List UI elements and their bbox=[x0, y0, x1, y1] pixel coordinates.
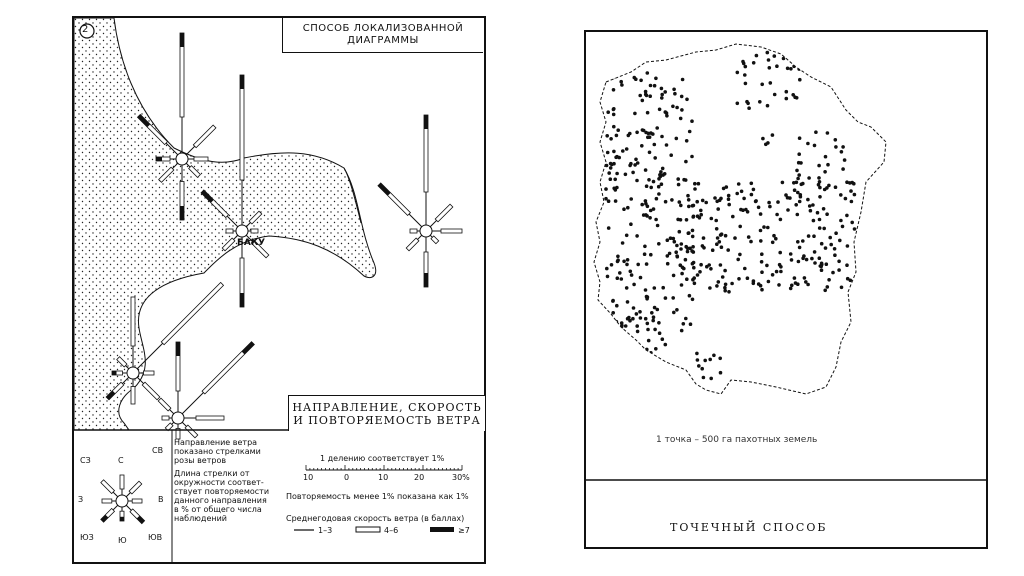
legend-text-line: ствует повторяемости bbox=[174, 487, 270, 496]
legend-text-line: розы ветров bbox=[174, 456, 227, 465]
compass-e: В bbox=[158, 495, 164, 504]
map-number: 2 bbox=[82, 24, 89, 35]
compass-s: Ю bbox=[118, 536, 127, 545]
scale-tick-label: 10 bbox=[303, 473, 314, 482]
compass-ne: СВ bbox=[152, 446, 164, 455]
legend-title bbox=[288, 395, 485, 431]
compass-sw: ЮЗ bbox=[80, 533, 94, 542]
legend-title-line2: И ПОВТОРЯЕМОСТЬ ВЕТРА bbox=[293, 414, 481, 427]
legend-text-line: показано стрелками bbox=[174, 447, 261, 456]
legend-description bbox=[174, 438, 284, 523]
legend-text-line: в % от общего числа bbox=[174, 505, 262, 514]
wind-rose-map-panel bbox=[72, 16, 486, 564]
speed-class-1: 1–3 bbox=[318, 526, 333, 535]
dot-scale-caption: 1 точка – 500 га пахотных земель bbox=[656, 435, 818, 445]
map-title-line2: ДИАГРАММЫ bbox=[347, 35, 419, 46]
legend-text-line: Длина стрелки от bbox=[174, 469, 250, 478]
scale-caption: 1 делению соответствует 1% bbox=[320, 454, 445, 463]
legend-title-line1: НАПРАВЛЕНИЕ, СКОРОСТЬ bbox=[292, 401, 482, 414]
compass-nw: СЗ bbox=[80, 456, 91, 465]
speed-class-2: 4–6 bbox=[384, 526, 399, 535]
compass-n: С bbox=[118, 456, 124, 465]
dot-map bbox=[586, 32, 986, 547]
scale-tick-label: 30% bbox=[452, 473, 470, 482]
city-label-baku: БАКУ bbox=[237, 238, 266, 248]
compass-se: ЮВ bbox=[148, 533, 163, 542]
legend-text-line: окружности соответ- bbox=[174, 478, 264, 487]
dot-map-title: ТОЧЕЧНЫЙ СПОСОБ bbox=[670, 521, 828, 534]
dot-map-panel bbox=[584, 30, 988, 549]
map-title-line1: СПОСОБ ЛОКАЛИЗОВАННОЙ bbox=[302, 23, 464, 34]
scale-tick-label: 20 bbox=[414, 473, 425, 482]
map-title bbox=[282, 18, 483, 53]
legend-text-line: Направление ветра bbox=[174, 438, 258, 447]
speed-class-3: ≥7 bbox=[458, 526, 470, 535]
legend-text-line: наблюдений bbox=[174, 514, 227, 523]
scale-tick-label: 0 bbox=[344, 473, 350, 482]
legend-text-line: данного направления bbox=[174, 496, 267, 505]
compass-w: З bbox=[78, 495, 84, 504]
repeat-note: Повторяемость менее 1% показана как 1% bbox=[286, 492, 469, 501]
speed-caption: Среднегодовая скорость ветра (в баллах) bbox=[286, 514, 465, 523]
scale-tick-label: 10 bbox=[378, 473, 389, 482]
